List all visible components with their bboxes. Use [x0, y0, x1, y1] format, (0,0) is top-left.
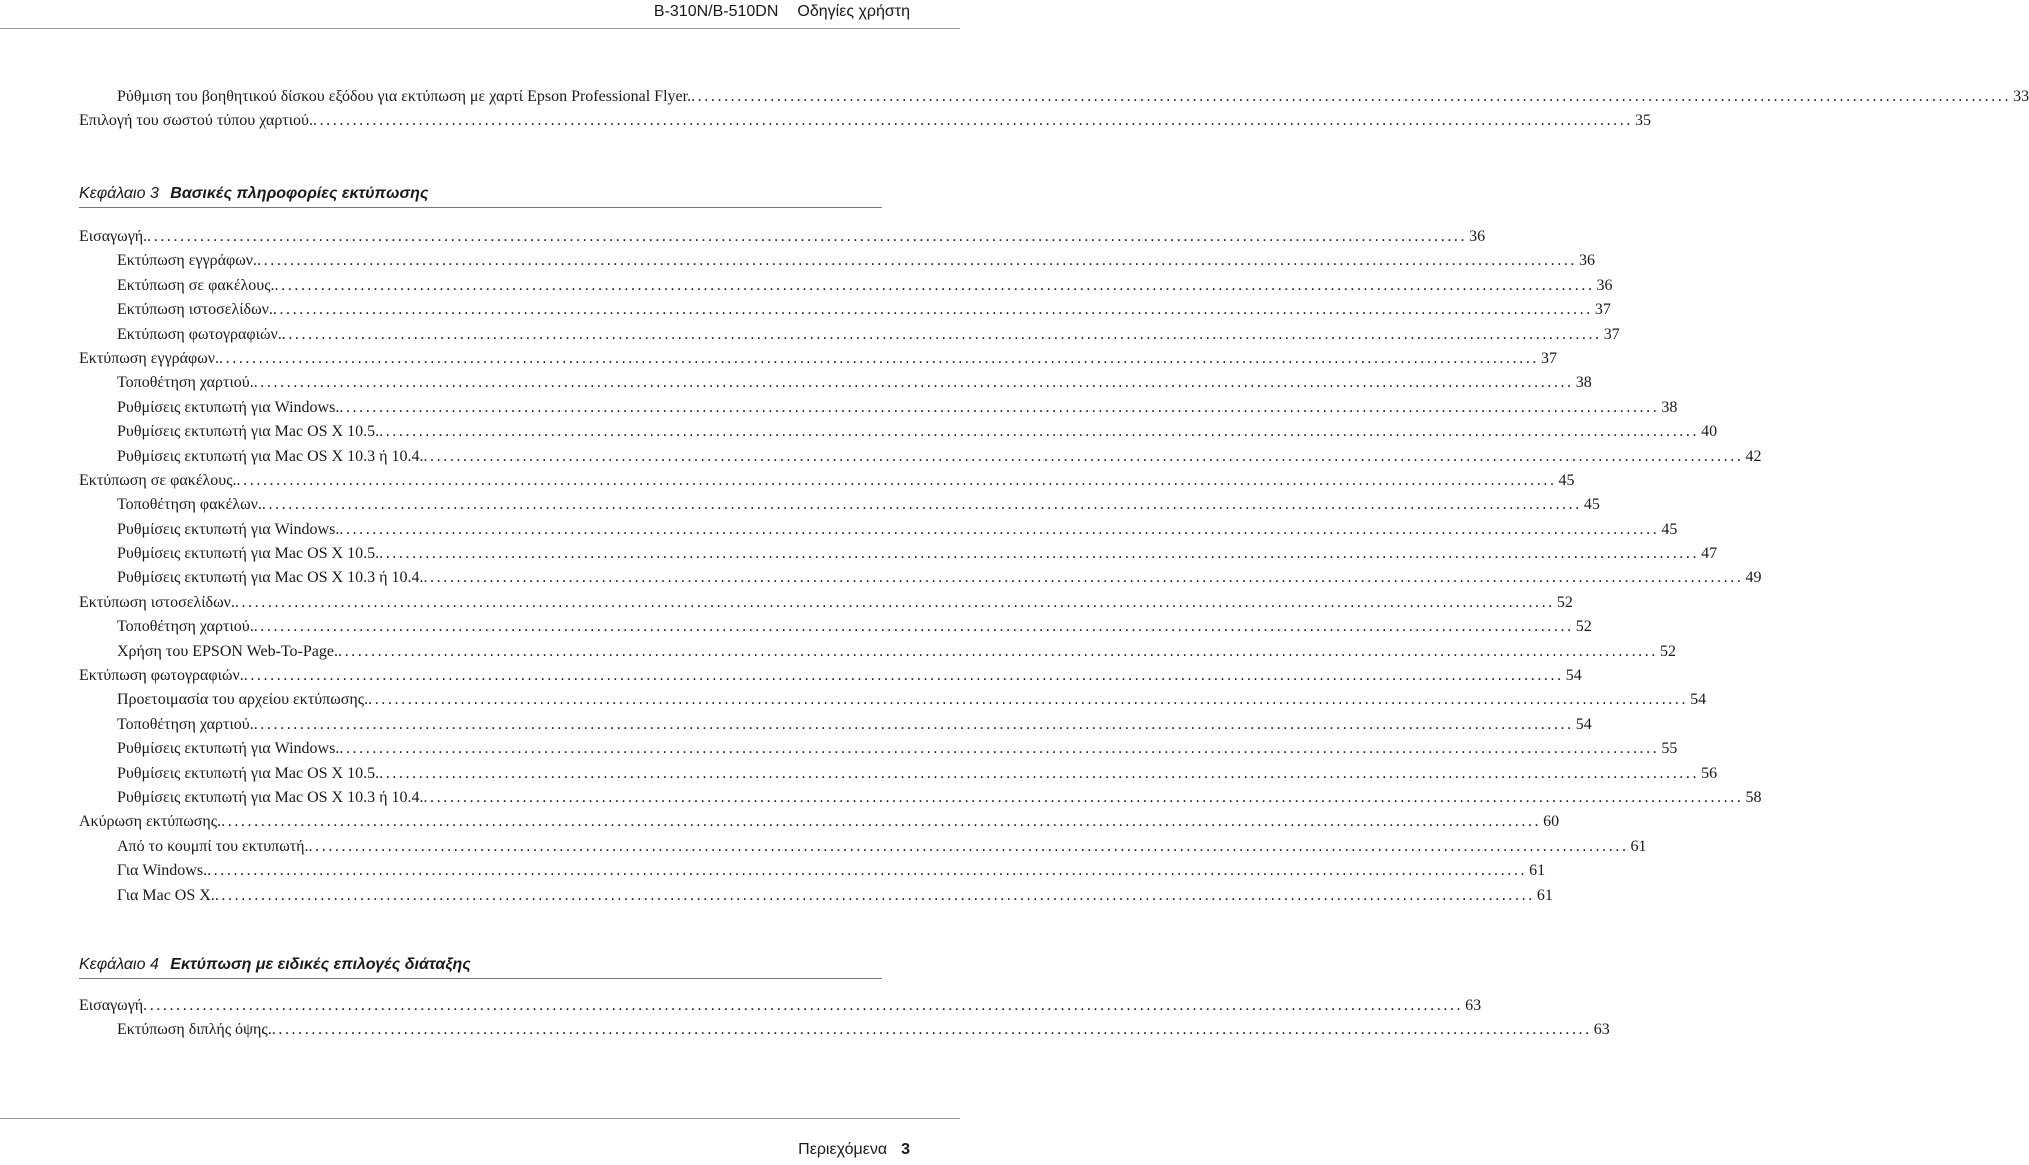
toc-entry-label: Εκτύπωση ιστοσελίδων.	[117, 301, 273, 319]
toc-page-number: 37	[1603, 325, 1620, 343]
toc-entry[interactable]	[79, 445, 1762, 469]
toc-page-number: 36	[1596, 276, 1613, 294]
page-number: 3	[901, 1141, 910, 1158]
toc-entry-label: Ρύθμιση του βοηθητικού δίσκου εξόδου για εκτύπωση με χαρτί Epson Professional Flyer.	[117, 88, 692, 105]
toc-entry[interactable]	[79, 664, 1582, 688]
toc-page-number: 56	[1701, 764, 1718, 782]
toc-entry[interactable]	[79, 1018, 1610, 1042]
toc-entry-label: Προετοιμασία του αρχείου εκτύπωσης.	[117, 691, 369, 709]
toc-page-number: 40	[1701, 423, 1718, 441]
dot-leader: ........................................................................................................................................................................................................	[234, 593, 1555, 611]
dot-leader: ........................................................................................................................................................................................................	[214, 886, 1535, 904]
dot-leader: ........................................................................................................................................................................................................	[281, 325, 1602, 343]
toc-entry[interactable]	[79, 323, 1620, 347]
toc-entry-label: Τοποθέτηση χαρτιού.	[117, 618, 254, 636]
toc-page-number: 61	[1630, 837, 1647, 855]
toc-entry[interactable]	[79, 274, 1613, 298]
toc-page-number: 55	[1661, 740, 1678, 758]
toc-page-number: 47	[1701, 545, 1718, 563]
toc-entry-label: Εκτύπωση σε φακέλους.	[117, 276, 275, 294]
dot-leader: ........................................................................................................................................................................................................	[272, 301, 1593, 319]
chapter-number: Κεφάλαιο 3	[79, 185, 159, 202]
toc-page-number: 54	[1575, 715, 1592, 733]
dot-leader: ........................................................................................................................................................................................................	[219, 349, 1540, 367]
chapter-3-heading[interactable]	[79, 183, 882, 208]
toc-page-number: 36	[1469, 228, 1486, 245]
toc-entry-label: Ρυθμίσεις εκτυπωτή για Mac OS X 10.3 ή 10.4.	[117, 788, 424, 806]
toc-entry-label: Εκτύπωση σε φακέλους.	[79, 471, 237, 489]
toc-page-number: 37	[1594, 301, 1611, 319]
toc-entry[interactable]	[79, 420, 1718, 444]
toc-entry-label: Εισαγωγή	[79, 997, 144, 1014]
toc-entry-label: Ακύρωση εκτύπωσης.	[79, 813, 222, 831]
dot-leader: ........................................................................................................................................................................................................	[308, 837, 1629, 855]
toc-entry-label: Εκτύπωση φωτογραφιών.	[117, 325, 282, 343]
product-model: B-310N/B-510DN	[653, 3, 779, 20]
toc-page-number: 45	[1583, 496, 1600, 514]
toc-page-number: 33	[2013, 88, 2029, 105]
toc-page-number: 37	[1541, 349, 1558, 367]
toc-entry-label: Ρυθμίσεις εκτυπωτή για Mac OS X 10.5.	[117, 764, 380, 782]
toc-entry-label: Ρυθμίσεις εκτυπωτή για Mac OS X 10.3 ή 10.4.	[117, 447, 424, 465]
toc-entry-label: Ρυθμίσεις εκτυπωτή για Windows.	[117, 520, 340, 538]
toc-entry[interactable]	[79, 347, 1558, 371]
dot-leader: ........................................................................................................................................................................................................	[423, 788, 1744, 806]
dot-leader: ........................................................................................................................................................................................................	[147, 228, 1468, 245]
toc-entry[interactable]	[79, 591, 1573, 615]
dot-leader: ........................................................................................................................................................................................................	[253, 715, 1574, 733]
dot-leader: ........................................................................................................................................................................................................	[143, 997, 1464, 1014]
toc-page-number: 38	[1661, 398, 1678, 416]
toc-entry[interactable]	[79, 542, 1718, 566]
toc-entry-label: Εκτύπωση εγγράφων.	[79, 349, 220, 367]
chapter-title: Εκτύπωση με ειδικές επιλογές διάταξης	[170, 956, 471, 973]
dot-leader: ........................................................................................................................................................................................................	[339, 398, 1660, 416]
toc-page-number: 54	[1565, 667, 1582, 685]
guide-title: Οδηγίες χρήστη	[797, 3, 910, 20]
dot-leader: ........................................................................................................................................................................................................	[379, 764, 1700, 782]
dot-leader: ........................................................................................................................................................................................................	[691, 88, 2012, 105]
toc-entry-label: Για Mac OS X.	[117, 886, 215, 904]
toc-entry-label: Εκτύπωση εγγράφων.	[117, 252, 258, 270]
toc-entry[interactable]	[79, 249, 1596, 273]
dot-leader: ........................................................................................................................................................................................................	[253, 618, 1574, 636]
chapter-number: Κεφάλαιο 4	[79, 956, 159, 973]
toc-entry[interactable]	[79, 493, 1600, 517]
toc-page-number: 45	[1661, 520, 1678, 538]
toc-entry-label: Από το κουμπί του εκτυπωτή.	[117, 837, 309, 855]
toc-entry[interactable]	[79, 884, 1553, 908]
toc-page-number: 52	[1556, 593, 1573, 611]
toc-entry[interactable]	[79, 566, 1762, 590]
dot-leader: ........................................................................................................................................................................................................	[312, 112, 1633, 130]
toc-page-number: 60	[1543, 813, 1560, 831]
toc-page-number: 54	[1690, 691, 1707, 709]
dot-leader: ........................................................................................................................................................................................................	[207, 862, 1528, 880]
toc-entry[interactable]	[79, 298, 1611, 322]
toc-entry[interactable]	[79, 762, 1718, 786]
chapter-4-entries	[79, 994, 1610, 1043]
toc-entry[interactable]	[79, 859, 1546, 883]
dot-leader: ........................................................................................................................................................................................................	[339, 740, 1660, 758]
toc-page-number: 45	[1558, 471, 1575, 489]
toc-entry-label: Εισαγωγή.	[79, 228, 148, 245]
toc-page-number: 36	[1579, 252, 1596, 270]
running-header	[654, 2, 910, 22]
header-divider	[0, 28, 960, 29]
toc-entry-label: Εκτύπωση ιστοσελίδων.	[79, 593, 235, 611]
dot-leader: ........................................................................................................................................................................................................	[257, 252, 1578, 270]
toc-entry-label: Τοποθέτηση χαρτιού.	[117, 374, 254, 392]
dot-leader: ........................................................................................................................................................................................................	[271, 1021, 1592, 1039]
toc-entry-label: Τοποθέτηση χαρτιού.	[117, 715, 254, 733]
toc-entry[interactable]	[79, 225, 1486, 249]
dot-leader: ........................................................................................................................................................................................................	[423, 569, 1744, 587]
toc-page-number: 52	[1659, 642, 1676, 660]
toc-entry[interactable]	[79, 640, 1676, 664]
toc-page-number: 61	[1529, 862, 1546, 880]
dot-leader: ........................................................................................................................................................................................................	[379, 423, 1700, 441]
running-footer	[798, 1141, 910, 1159]
toc-entry[interactable]	[79, 518, 1678, 542]
footer-section: Περιεχόμενα	[798, 1141, 888, 1158]
toc-entry-label: Χρήση του EPSON Web-To-Page.	[117, 642, 338, 660]
chapter-title: Βασικές πληροφορίες εκτύπωσης	[170, 185, 429, 202]
dot-leader: ........................................................................................................................................................................................................	[274, 276, 1595, 294]
toc-entry-label: Ρυθμίσεις εκτυπωτή για Mac OS X 10.5.	[117, 545, 380, 563]
dot-leader: ........................................................................................................................................................................................................	[337, 642, 1658, 660]
dot-leader: ........................................................................................................................................................................................................	[379, 545, 1700, 563]
toc-page-number: 63	[1593, 1021, 1610, 1039]
toc-continued-section	[79, 85, 2029, 134]
toc-entry-label: Επιλογή του σωστού τύπου χαρτιού.	[79, 112, 313, 130]
toc-entry-label: Ρυθμίσεις εκτυπωτή για Mac OS X 10.5.	[117, 423, 380, 441]
toc-entry[interactable]	[79, 109, 1651, 133]
footer-divider	[0, 1118, 960, 1119]
toc-page-number: 61	[1536, 886, 1553, 904]
toc-page-number: 52	[1575, 618, 1592, 636]
dot-leader: ........................................................................................................................................................................................................	[236, 471, 1557, 489]
toc-entry-label: Ρυθμίσεις εκτυπωτή για Windows.	[117, 398, 340, 416]
toc-entry[interactable]	[79, 737, 1678, 761]
chapter-3-entries	[79, 225, 1762, 908]
dot-leader: ........................................................................................................................................................................................................	[339, 520, 1660, 538]
toc-entry[interactable]	[79, 371, 1592, 395]
toc-page-number: 49	[1745, 569, 1762, 587]
dot-leader: ........................................................................................................................................................................................................	[221, 813, 1542, 831]
dot-leader: ........................................................................................................................................................................................................	[368, 691, 1689, 709]
dot-leader: ........................................................................................................................................................................................................	[243, 667, 1564, 685]
toc-entry-label: Ρυθμίσεις εκτυπωτή για Windows.	[117, 740, 340, 758]
toc-entry[interactable]	[79, 810, 1560, 834]
toc-entry[interactable]	[79, 713, 1592, 737]
dot-leader: ........................................................................................................................................................................................................	[423, 447, 1744, 465]
dot-leader: ........................................................................................................................................................................................................	[261, 496, 1582, 514]
toc-page-number: 38	[1575, 374, 1592, 392]
toc-entry[interactable]	[79, 615, 1592, 639]
toc-entry-label: Για Windows.	[117, 862, 208, 880]
toc-entry-label: Τοποθέτηση φακέλων.	[117, 496, 262, 514]
toc-entry-label: Ρυθμίσεις εκτυπωτή για Mac OS X 10.3 ή 10.4.	[117, 569, 424, 587]
toc-page-number: 58	[1745, 788, 1762, 806]
toc-page-number: 63	[1465, 997, 1482, 1014]
toc-entry[interactable]	[79, 688, 1707, 712]
toc-entry[interactable]	[79, 85, 2029, 109]
toc-entry[interactable]	[79, 835, 1647, 859]
toc-entry[interactable]	[79, 786, 1762, 810]
toc-entry-label: Εκτύπωση φωτογραφιών.	[79, 667, 244, 685]
toc-entry[interactable]	[79, 396, 1678, 420]
toc-entry[interactable]	[79, 994, 1482, 1018]
toc-entry[interactable]	[79, 469, 1575, 493]
toc-page-number: 35	[1634, 112, 1651, 130]
toc-page-number: 42	[1745, 447, 1762, 465]
toc-entry-label: Εκτύπωση διπλής όψης.	[117, 1021, 272, 1039]
chapter-4-heading[interactable]	[79, 954, 882, 979]
dot-leader: ........................................................................................................................................................................................................	[253, 374, 1574, 392]
